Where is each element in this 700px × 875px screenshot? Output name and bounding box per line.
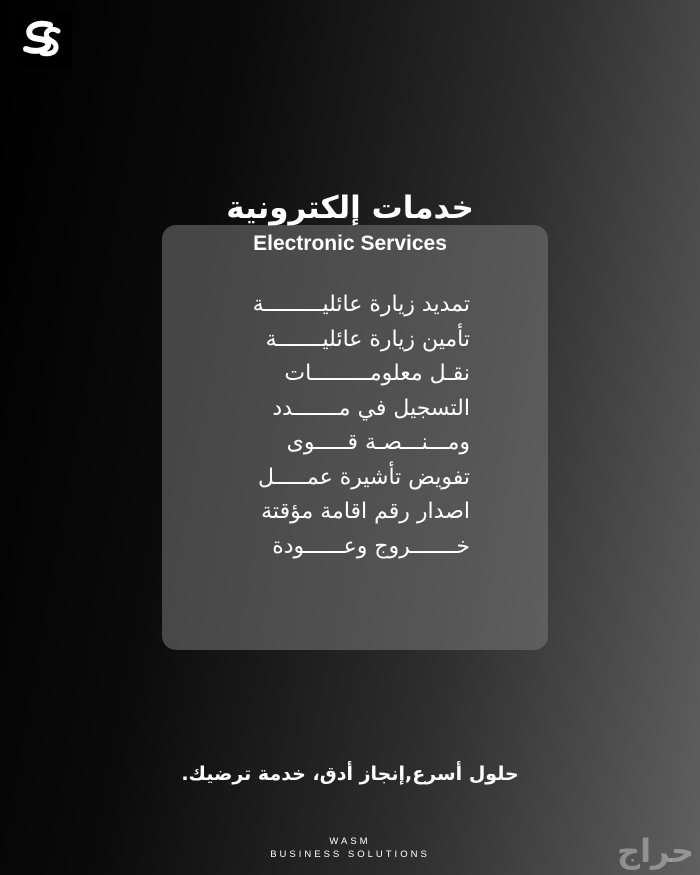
brand-line-2: BUSINESS SOLUTIONS — [270, 849, 430, 860]
service-item: تمديد زيارة عائليـــــــــة — [252, 292, 470, 317]
services-list — [230, 288, 470, 564]
service-item: نقـل معلومـــــــــات — [284, 361, 470, 386]
brand-name — [0, 835, 700, 861]
service-item: ومـــنـــصـة قـــــوى — [286, 430, 470, 455]
service-item: خـــــــروج وعــــــودة — [272, 533, 470, 559]
service-item: التسجيل في مـــــــدد — [272, 395, 470, 421]
brand-line-1: WASM — [329, 836, 371, 847]
heading-english: Electronic Services — [253, 232, 447, 255]
service-item: تفويض تأشيرة عمـــــل — [258, 464, 470, 490]
slogan: حلول أسرع,إنجاز أدق، خدمة ترضيك. — [181, 763, 519, 785]
brand-logo — [12, 10, 72, 68]
logo-mark-icon — [20, 19, 64, 59]
haraj-watermark: حراج — [617, 832, 694, 870]
service-item: تأمين زيارة عائليـــــــة — [265, 326, 470, 352]
service-item: اصدار رقم اقامة مؤقتة — [261, 499, 470, 524]
heading-arabic: خدمات إلكترونية — [226, 190, 474, 226]
